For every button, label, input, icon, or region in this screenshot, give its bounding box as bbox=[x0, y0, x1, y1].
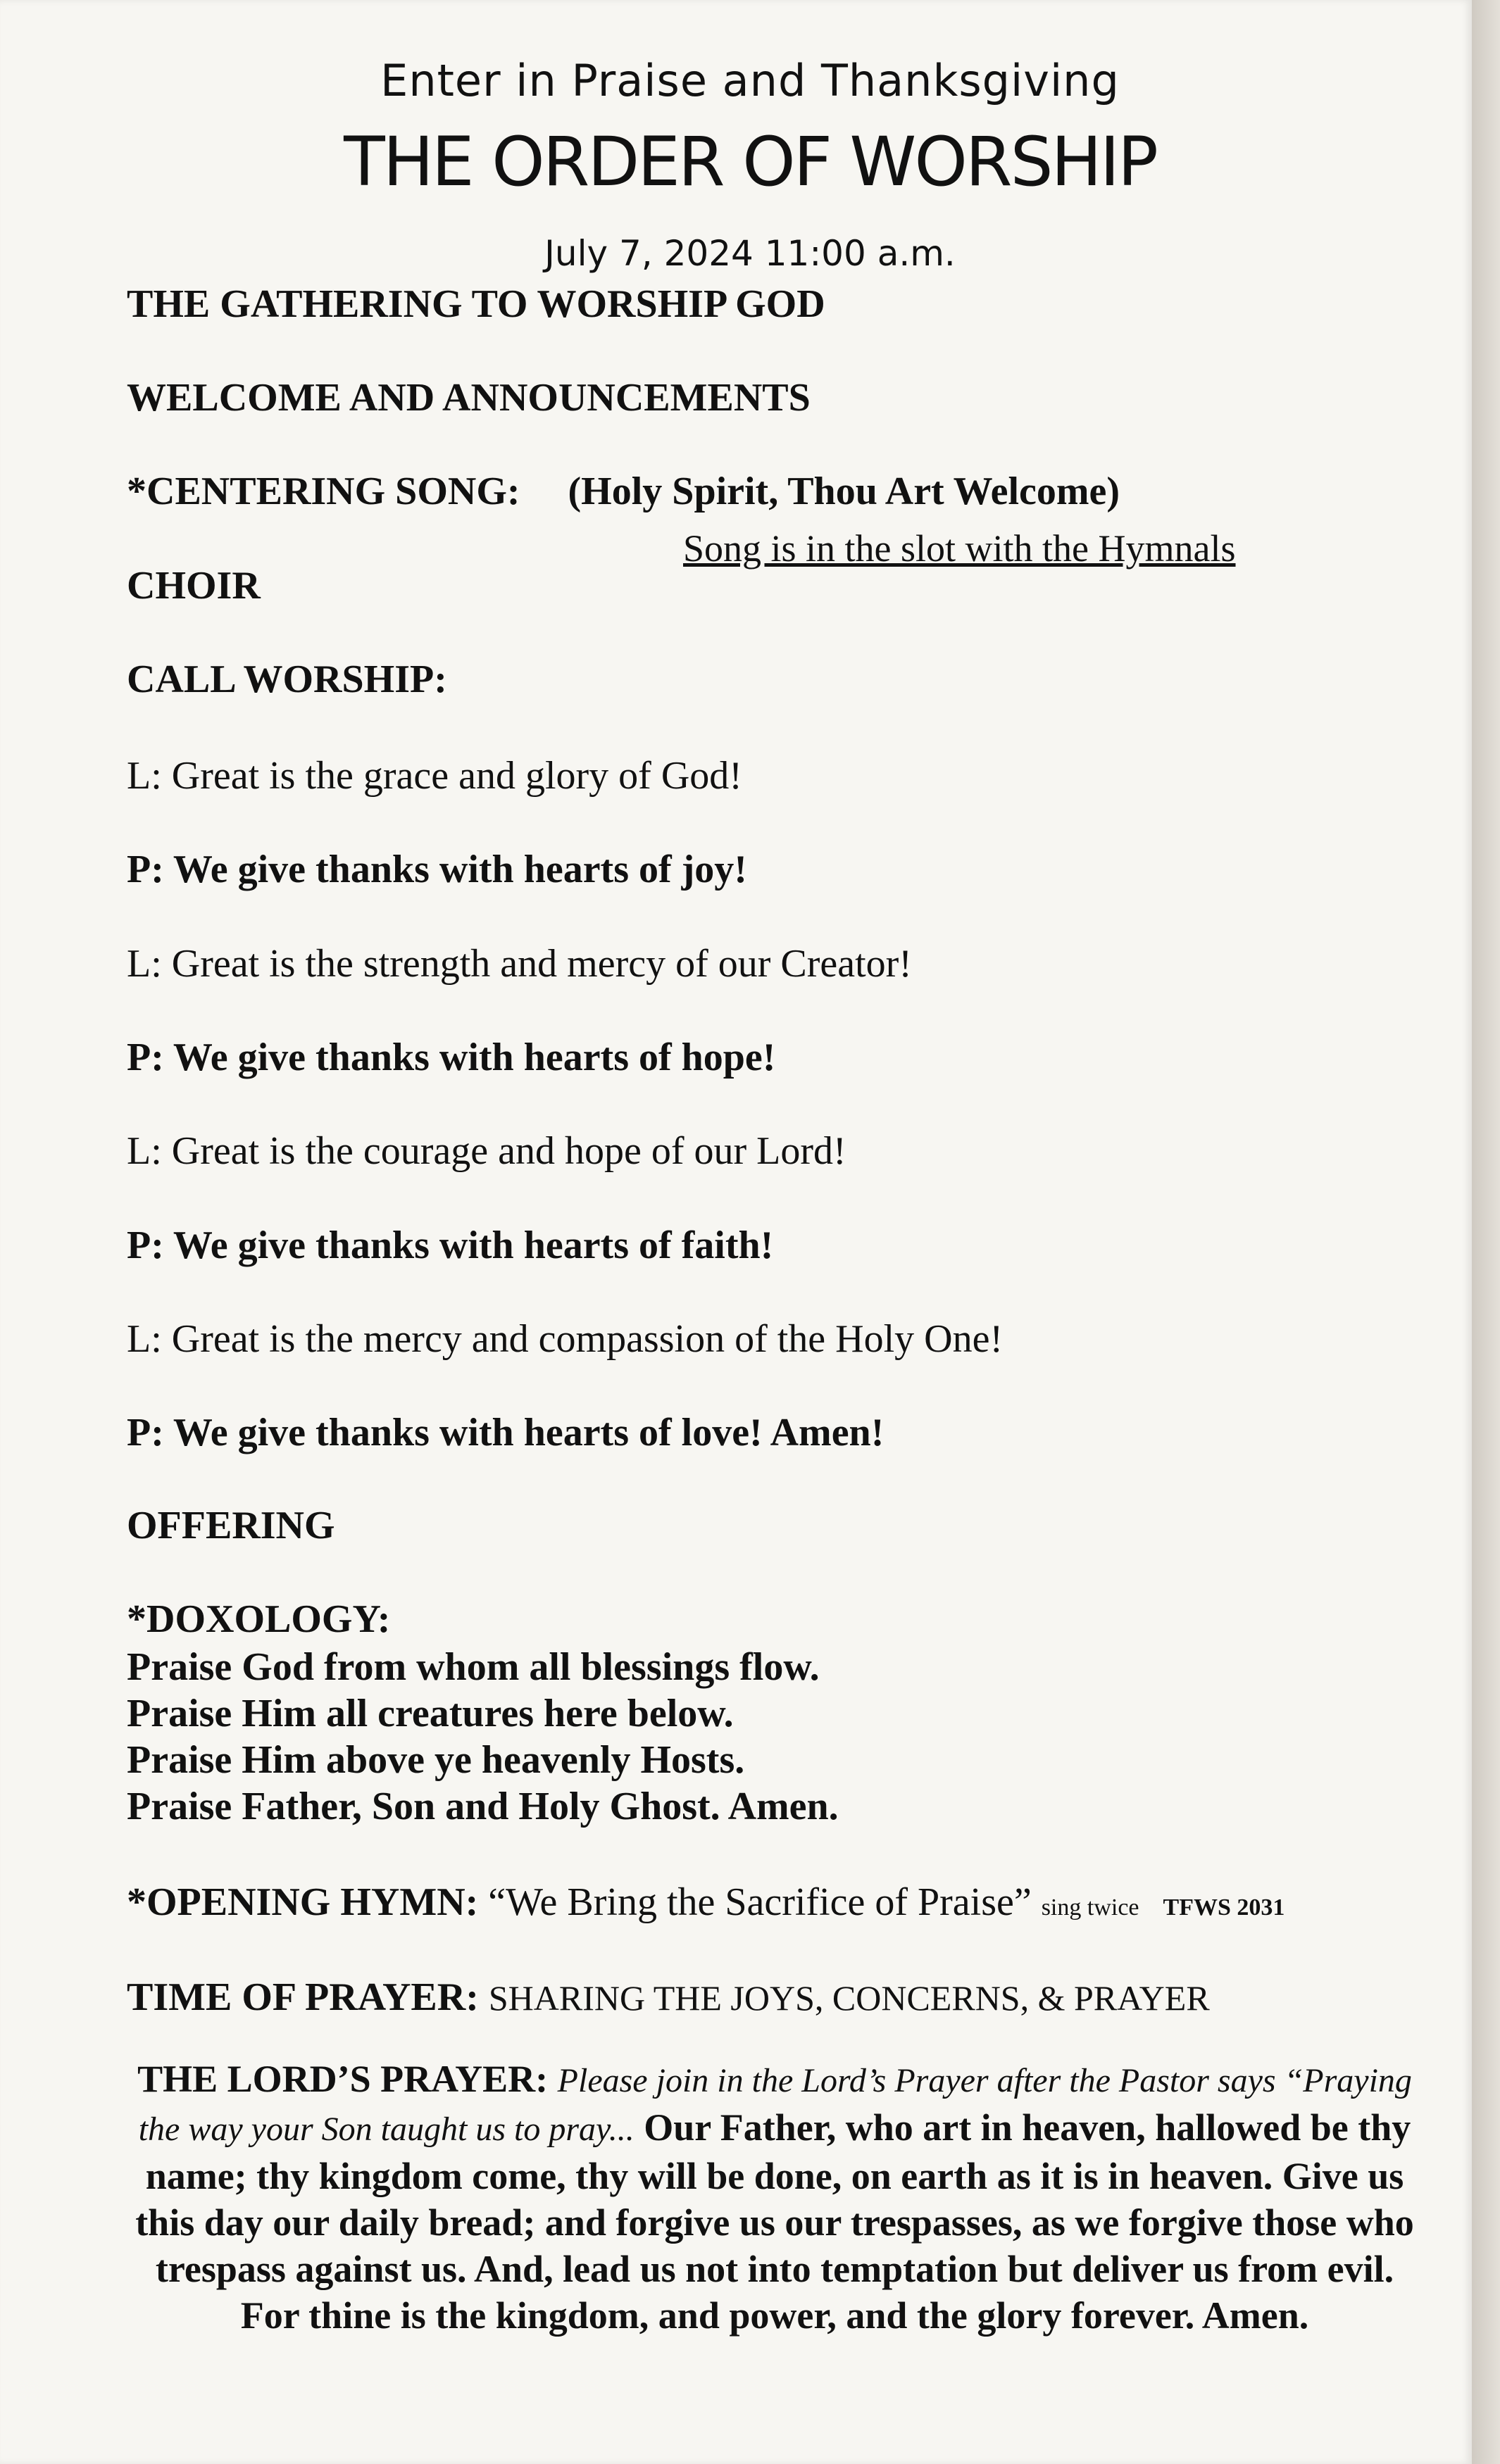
section-call-worship: CALL WORSHIP: bbox=[127, 658, 447, 701]
call-worship-line: L: Great is the strength and mercy of our Creator! bbox=[127, 942, 912, 986]
lords-prayer-label: THE LORD’S PRAYER: bbox=[137, 2058, 549, 2100]
section-doxology: *DOXOLOGY: bbox=[127, 1597, 391, 1641]
section-centering-song bbox=[127, 469, 1120, 514]
doxology-line: Praise Him above ye heavenly Hosts. bbox=[127, 1738, 745, 1782]
section-opening-hymn bbox=[127, 1880, 1285, 1925]
doxology-line: Praise God from whom all blessings flow. bbox=[127, 1645, 820, 1689]
bulletin-header bbox=[0, 49, 1500, 282]
centering-song-note: Song is in the slot with the Hymnals bbox=[683, 527, 1236, 570]
opening-hymn-label: *OPENING HYMN: bbox=[127, 1880, 479, 1924]
page-edge bbox=[1472, 0, 1500, 2464]
header-subtitle: Enter in Praise and Thanksgiving bbox=[380, 55, 1120, 106]
time-of-prayer-text: SHARING THE JOYS, CONCERNS, & PRAYER bbox=[488, 1978, 1210, 2018]
doxology-line: Praise Father, Son and Holy Ghost. Amen. bbox=[127, 1785, 839, 1828]
time-of-prayer-label: TIME OF PRAYER: bbox=[127, 1975, 479, 2019]
section-gathering: THE GATHERING TO WORSHIP GOD bbox=[127, 282, 825, 326]
section-time-of-prayer bbox=[127, 1975, 1210, 2020]
call-worship-line: P: We give thanks with hearts of joy! bbox=[127, 848, 747, 891]
call-worship-line: L: Great is the grace and glory of God! bbox=[127, 754, 742, 798]
call-worship-line: P: We give thanks with hearts of hope! bbox=[127, 1036, 776, 1079]
lords-prayer-text: Our Father, who art in heaven, hallowed be thy name; thy kingdom come, thy will be done, on earth as it is in heaven. Give us this day our daily bread; and forgive us our trespasses, as we forgive those who trespass against us. And, lead us not into temptation but deliver us from evil. For thine is the kingdom, and power, and the glory forever. Amen. bbox=[135, 2106, 1414, 2337]
centering-song-label: *CENTERING SONG: bbox=[127, 470, 520, 513]
service-date: July 7, 2024 11:00 a.m. bbox=[544, 233, 956, 274]
call-worship-line: P: We give thanks with hearts of love! Amen! bbox=[127, 1411, 885, 1454]
section-choir: CHOIR bbox=[127, 564, 261, 608]
doxology-line: Praise Him all creatures here below. bbox=[127, 1692, 734, 1735]
call-worship-line: L: Great is the courage and hope of our Lord! bbox=[127, 1129, 846, 1173]
centering-song-title: (Holy Spirit, Thou Art Welcome) bbox=[568, 470, 1120, 513]
section-offering: OFFERING bbox=[127, 1504, 335, 1547]
call-worship-line: L: Great is the mercy and compassion of the Holy One! bbox=[127, 1317, 1004, 1361]
page-title: THE ORDER OF WORSHIP bbox=[344, 122, 1156, 201]
opening-hymn-note: sing twice bbox=[1041, 1894, 1139, 1921]
opening-hymn-code: TFWS 2031 bbox=[1163, 1894, 1285, 1921]
section-welcome: WELCOME AND ANNOUNCEMENTS bbox=[127, 376, 811, 420]
doxology-text bbox=[127, 1644, 839, 1830]
opening-hymn-title: “We Bring the Sacrifice of Praise” bbox=[488, 1880, 1032, 1924]
lords-prayer-instruction: Please join in the Lord’s Prayer after the Pastor says “Praying the way your Son taught us to pray... bbox=[138, 2062, 1412, 2148]
call-worship-line: P: We give thanks with hearts of faith! bbox=[127, 1224, 774, 1267]
section-lords-prayer bbox=[127, 2056, 1423, 2339]
